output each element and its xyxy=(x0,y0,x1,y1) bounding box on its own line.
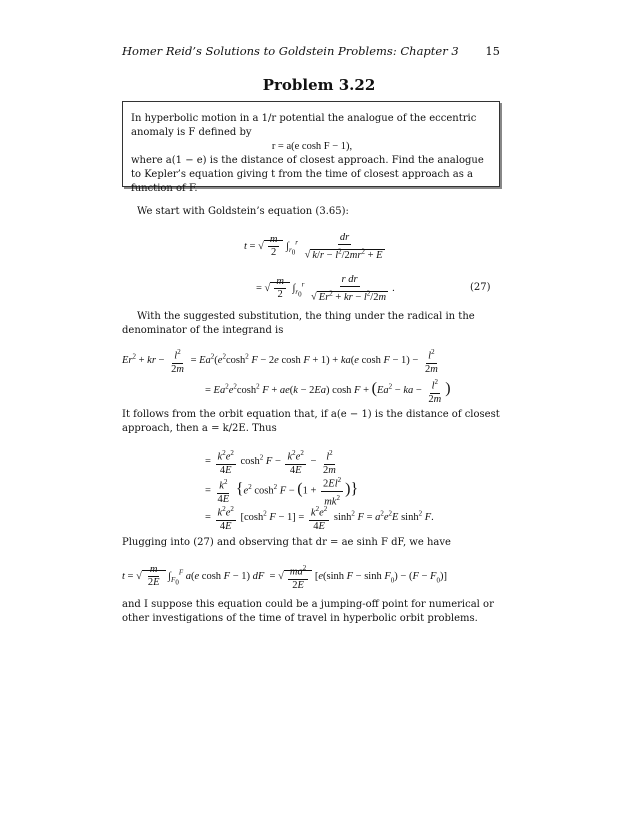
running-header xyxy=(122,44,500,58)
problem-title: Problem 3.22 xyxy=(262,76,376,94)
equation-number-27: (27) xyxy=(470,282,491,293)
equation-thus-line2: = $\frac{k^2}{4E}$ {$e^2$ $\cosh^2 F - (1$ + $\frac{2El^2}{mk^2}$ )} xyxy=(205,476,359,507)
equation-radicand-line1: $Er^2$ + kr − $\frac{l^2}{2m}$ = $Ea^2(e^2\cosh^2$ F − 2e cosh F + 1) + ka(e cosh F − 1) − $\frac{l^2}{2m}$ xyxy=(122,348,438,375)
equation-radicand-line2: = $Ea^2e^2\cosh^2$ F + ae(k − 2Ea) $\cosh F + (Ea^2$ − ka − $\frac{l^2}{2m}$ ) xyxy=(205,378,451,405)
equation-thus-line3: = $\frac{k^2e^2}{4E}$ [$\cosh^2$ F − 1] = $\frac{k^2e^2}{4E}$ $\sinh^2 F = a^2e^2E$ $\sinh^2 F$. xyxy=(205,505,434,532)
paragraph-orbit-equation: It follows from the orbit equation that, if a(e − 1) is the distance of closest approach, then a = k/2E. Thus xyxy=(122,409,500,434)
problem-statement-box xyxy=(122,101,500,194)
equation-t-line1: t = √ $\frac{m}{2}$ $\int_{r_0}^r$ $\frac{dr}{√ k/r - l^2/2mr^2 + E}$ xyxy=(244,232,383,261)
paragraph-goldstein: We start with Goldstein’s equation (3.65): xyxy=(137,206,349,217)
paragraph-substitution: With the suggested substitution, the thing under the radical in the denominator of the integrand is xyxy=(122,311,475,336)
equation-t-line2: = √ $\frac{m}{2}$ $\int_{r_0}^r$ $\frac{\text{r dr}}{√ Er^2 + kr - l^2/2m}$ . xyxy=(256,274,395,303)
equation-thus-line1: = $\frac{k^2e^2}{4E}$ $\cosh^2 F$ − $\frac{k^2e^2}{4E}$ − $\frac{l^2}{2m}$ xyxy=(205,449,336,476)
paragraph-conclusion: and I suppose this equation could be a jumping-off point for numerical or other investigations of the time of travel in hyperbolic orbit problems. xyxy=(122,599,494,624)
paragraph-plugging: Plugging into (27) and observing that dr = ae sinh F dF, we have xyxy=(122,537,451,548)
equation-final: t = √ $\frac{m}{2E}$ $\int_{F_0}^F$ a(e cosh F − 1) dF = √ $\frac{ma^2}{2E}$ [e(sinh $F - \sinh F_0) - (F - F_0)$] xyxy=(122,564,447,591)
problem-text-2: where a(1 − e) is the distance of closest approach. Find the analogue to Kepler’s equation giving t from the time of closest approach as a function of F. xyxy=(131,155,484,194)
running-title: Homer Reid’s Solutions to Goldstein Problems: Chapter 3 xyxy=(122,44,459,58)
problem-text-1: In hyperbolic motion in a 1/r potential the analogue of the eccentric anomaly is F defined by xyxy=(131,113,477,138)
page-number: 15 xyxy=(485,44,500,58)
problem-equation: r = a(e cosh F − 1), xyxy=(271,141,353,152)
